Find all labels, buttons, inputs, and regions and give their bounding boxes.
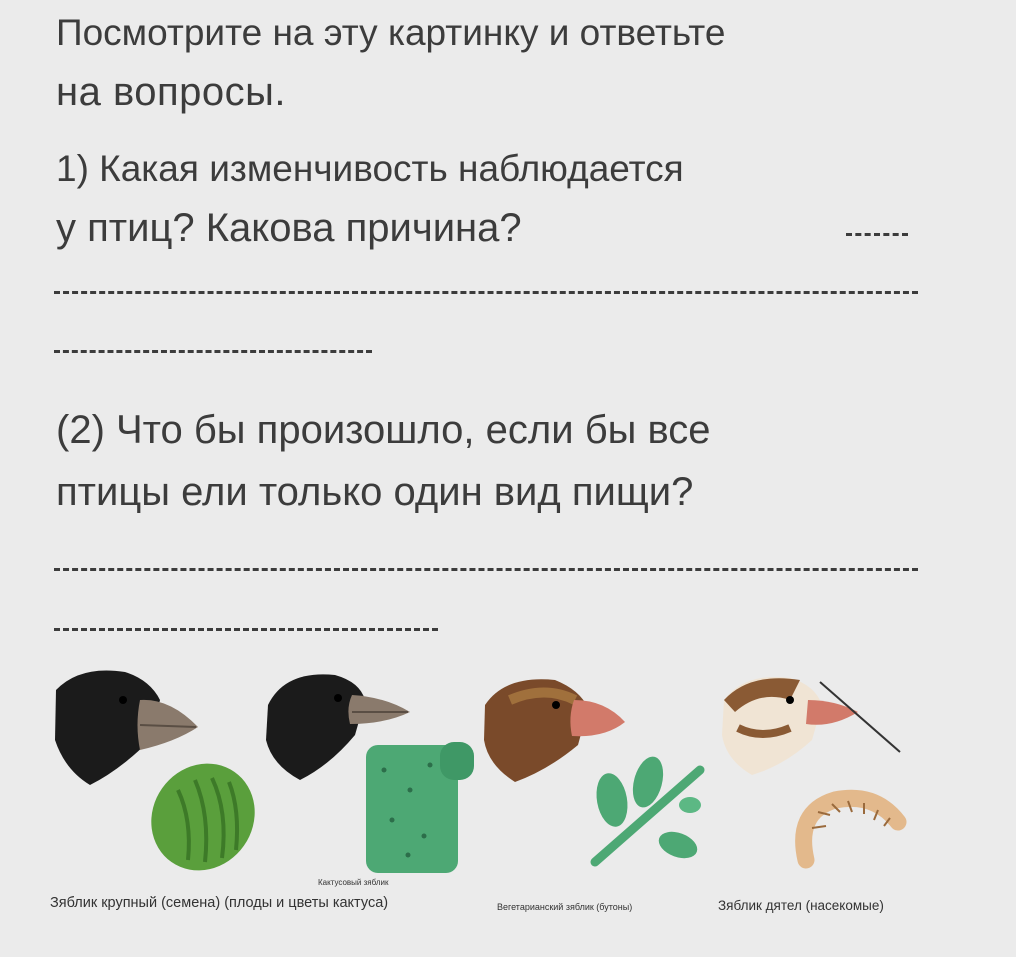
answer-2-blank-line-1 [54, 568, 918, 571]
buds-branch-icon [593, 753, 701, 863]
larva-icon [804, 798, 898, 860]
question-2-line-1: (2) Что бы произошло, если бы все [56, 408, 711, 452]
question-1-line-2: у птиц? Какова причина? [56, 206, 522, 250]
vegetarian-finch-head-icon [484, 679, 625, 782]
caption-woodpecker-finch: Зяблик дятел (насекомые) [718, 898, 884, 913]
caption-vegetarian-finch: Вегетарианский зяблик (бутоны) [497, 902, 633, 912]
woodpecker-finch-head-icon [722, 677, 900, 775]
caption-cactus-finch: Кактусовый зяблик [318, 878, 389, 887]
seed-icon [130, 743, 275, 890]
question-2-line-2: птицы ели только один вид пищи? [56, 470, 694, 514]
finch-illustration [0, 660, 1016, 920]
answer-1-blank-short [846, 233, 908, 236]
cactus-icon [366, 742, 474, 873]
question-1-line-1: 1) Какая изменчивость наблюдается [56, 148, 684, 189]
answer-1-blank-line-2 [54, 350, 372, 353]
caption-large-finch: Зяблик крупный (семена) (плоды и цветы кактуса) [50, 895, 389, 911]
large-ground-finch-head-icon [55, 670, 198, 785]
answer-2-blank-line-2 [54, 628, 438, 631]
intro-line-2: на вопросы. [56, 70, 287, 114]
answer-1-blank-line-1 [54, 291, 918, 294]
intro-line-1: Посмотрите на эту картинку и ответьте [56, 12, 726, 53]
